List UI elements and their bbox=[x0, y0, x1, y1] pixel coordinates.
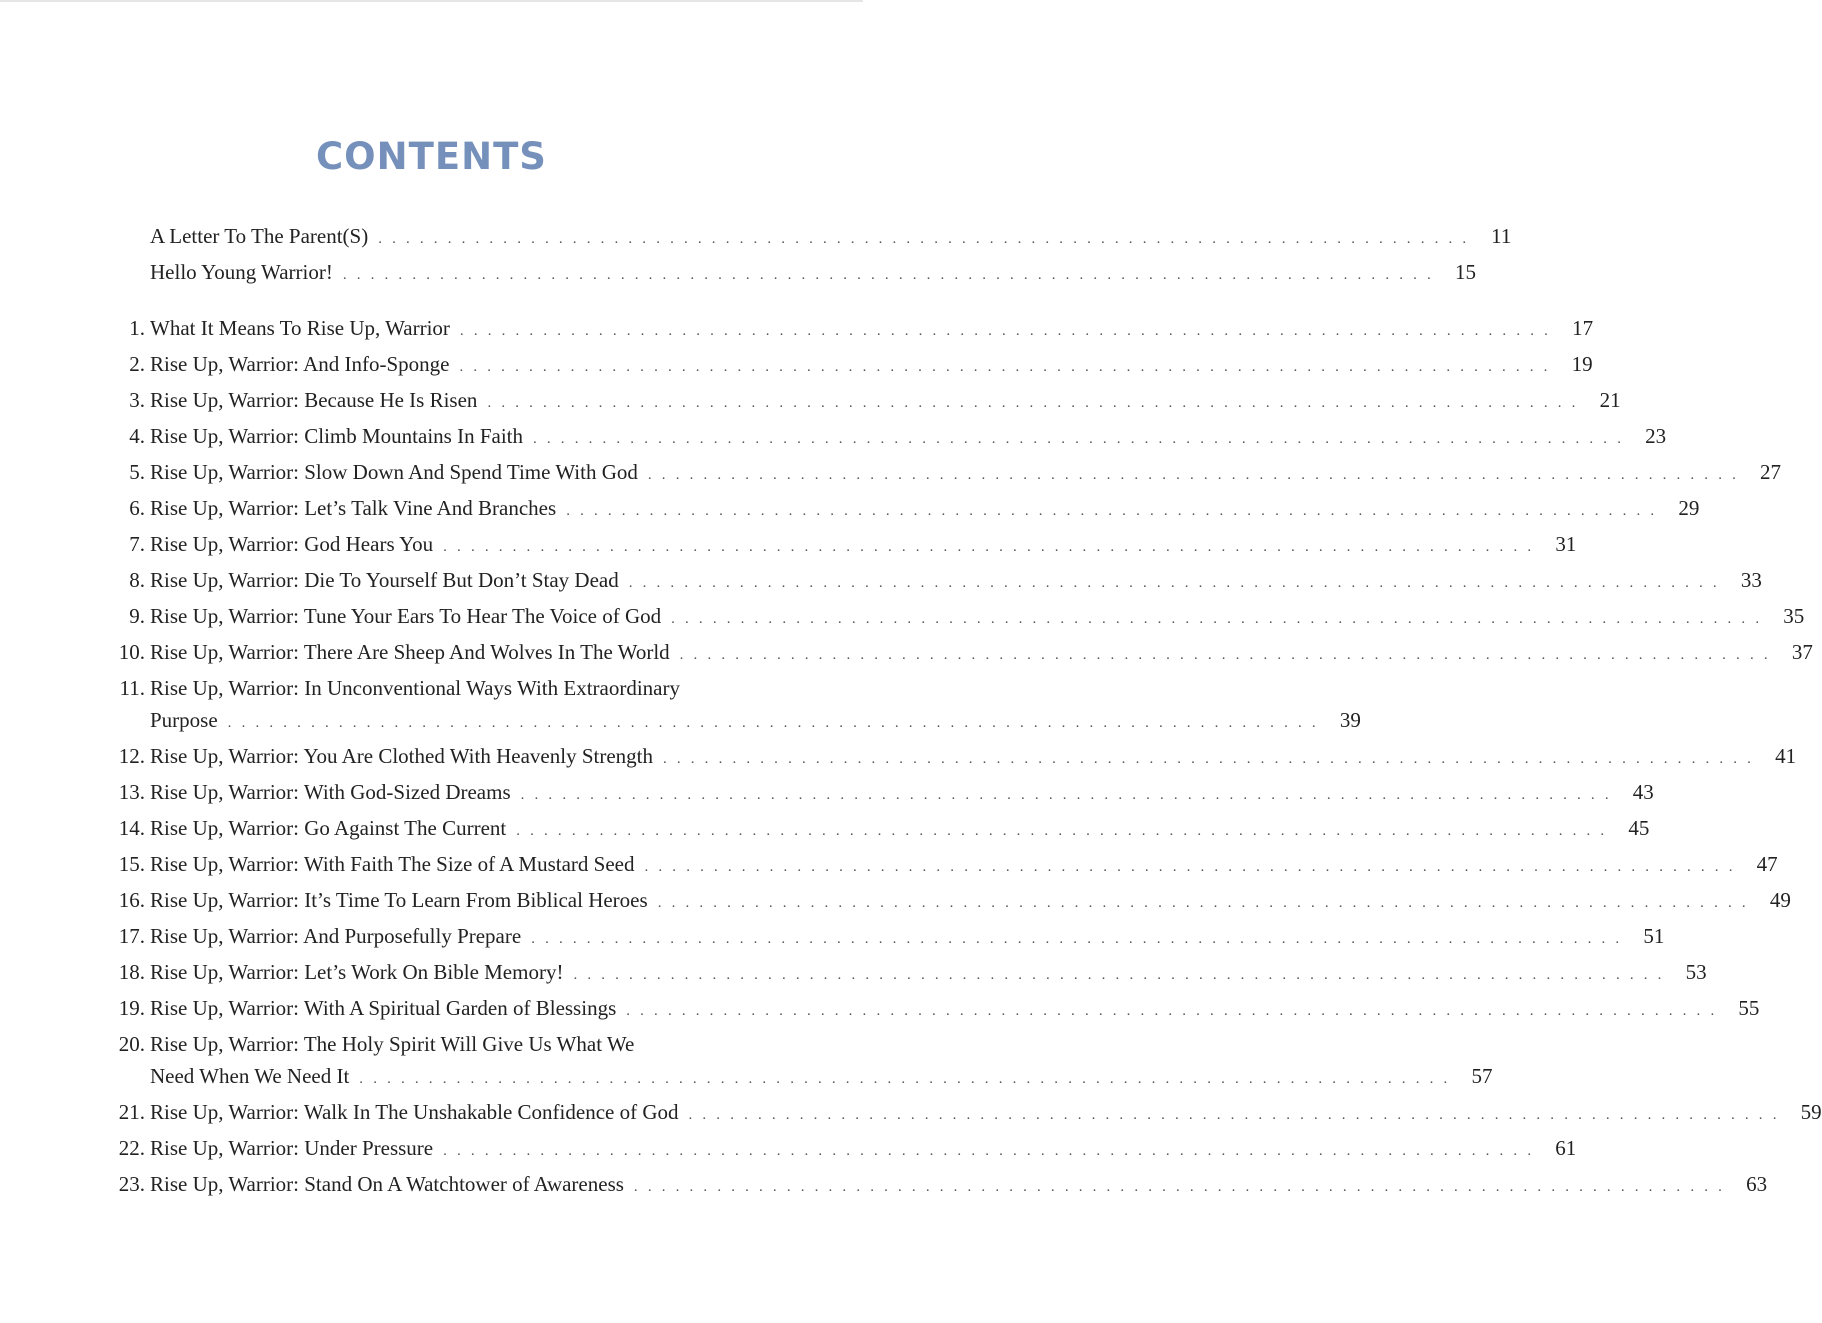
dot-leader: . . . . . . . . . . . . . . . . . . . . . . . . . . . . . . . . . . . . . . . . . . . . . . . . . . . . . . . . . . . . . . . . . . . . . . . . . . . . . . . bbox=[443, 539, 1535, 555]
toc-line bbox=[150, 220, 1512, 252]
page-number: 31 bbox=[1555, 532, 1577, 556]
chapter-title: Rise Up, Warrior: There Are Sheep And Wolves In The World bbox=[150, 640, 670, 664]
chapter-title: Rise Up, Warrior: The Holy Spirit Will Give Us What We bbox=[150, 1032, 635, 1056]
dot-leader: . . . . . . . . . . . . . . . . . . . . . . . . . . . . . . . . . . . . . . . . . . . . . . . . . . . . . . . . . . . . . . . . . . . . . . . . . . . . . . . bbox=[459, 323, 1552, 339]
chapter-number: 7. bbox=[129, 532, 145, 556]
toc-line bbox=[150, 704, 1361, 736]
chapter-title: Rise Up, Warrior: You Are Clothed With Heavenly Strength bbox=[150, 744, 653, 768]
dot-leader: . . . . . . . . . . . . . . . . . . . . . . . . . . . . . . . . . . . . . . . . . . . . . . . . . . . . . . . . . . . . . . . . . . . . . . . . . . . . . . . bbox=[626, 1003, 1718, 1019]
chapter-title: Rise Up, Warrior: With God-Sized Dreams bbox=[150, 780, 511, 804]
chapter-number: 12. bbox=[118, 744, 145, 768]
chapter-title-continued: Need When We Need It bbox=[150, 1064, 350, 1088]
toc-line bbox=[150, 348, 1593, 380]
chapter-number: 17. bbox=[118, 924, 145, 948]
page-number: 43 bbox=[1632, 780, 1654, 804]
page-number: 29 bbox=[1678, 496, 1700, 520]
dot-leader: . . . . . . . . . . . . . . . . . . . . . . . . . . . . . . . . . . . . . . . . . . . . . . . . . . . . . . . . . . . . . . . . . . . . . . . . . . . . . . . bbox=[533, 431, 1625, 447]
page-number: 17 bbox=[1572, 316, 1594, 340]
chapter-title: Rise Up, Warrior: Because He Is Risen bbox=[150, 388, 478, 412]
chapter-title: Rise Up, Warrior: Climb Mountains In Faith bbox=[150, 424, 523, 448]
page-number: 39 bbox=[1339, 708, 1361, 732]
dot-leader: . . . . . . . . . . . . . . . . . . . . . . . . . . . . . . . . . . . . . . . . . . . . . . . . . . . . . . . . . . . . . . . . . . . . . . . . . . . . . . . bbox=[671, 611, 1763, 627]
page-number: 59 bbox=[1800, 1100, 1822, 1124]
chapter-title: Rise Up, Warrior: Die To Yourself But Don’t Stay Dead bbox=[150, 568, 619, 592]
chapter-title: Rise Up, Warrior: Let’s Work On Bible Memory! bbox=[150, 960, 564, 984]
page-number: 33 bbox=[1740, 568, 1762, 592]
page-number: 45 bbox=[1628, 816, 1650, 840]
page-number: 19 bbox=[1571, 352, 1593, 376]
chapter-title: What It Means To Rise Up, Warrior bbox=[150, 316, 450, 340]
chapter-title: Rise Up, Warrior: In Unconventional Ways With Extraordinary bbox=[150, 676, 680, 700]
chapter-title: Rise Up, Warrior: It’s Time To Learn From Biblical Heroes bbox=[150, 888, 648, 912]
toc-line bbox=[150, 848, 1778, 880]
dot-leader: . . . . . . . . . . . . . . . . . . . . . . . . . . . . . . . . . . . . . . . . . . . . . . . . . . . . . . . . . . . . . . . . . . . . . . . . . . . . . . . bbox=[516, 823, 1608, 839]
page-number: 41 bbox=[1775, 744, 1797, 768]
page-number: 11 bbox=[1491, 224, 1512, 248]
chapter-number: 2. bbox=[129, 352, 145, 376]
chapter-number: 21. bbox=[118, 1100, 145, 1124]
dot-leader: . . . . . . . . . . . . . . . . . . . . . . . . . . . . . . . . . . . . . . . . . . . . . . . . . . . . . . . . . . . . . . . . . . . . . . . . . . . . . . . bbox=[688, 1107, 1780, 1123]
dot-leader: . . . . . . . . . . . . . . . . . . . . . . . . . . . . . . . . . . . . . . . . . . . . . . . . . . . . . . . . . . . . . . . . . . . . . . . . . . . . . . . bbox=[628, 575, 1720, 591]
chapter-title: Rise Up, Warrior: And Info-Sponge bbox=[150, 352, 450, 376]
toc-line bbox=[150, 312, 1594, 344]
toc-line bbox=[150, 956, 1707, 988]
page-number: 61 bbox=[1555, 1136, 1577, 1160]
toc-line bbox=[150, 528, 1577, 560]
chapter-title: Rise Up, Warrior: With A Spiritual Garden of Blessings bbox=[150, 996, 617, 1020]
page-number: 57 bbox=[1471, 1064, 1493, 1088]
page-number: 15 bbox=[1454, 260, 1476, 284]
dot-leader: . . . . . . . . . . . . . . . . . . . . . . . . . . . . . . . . . . . . . . . . . . . . . . . . . . . . . . . . . . . . . . . . . . . . . . . . . . . . . . . bbox=[566, 503, 1658, 519]
chapter-number: 22. bbox=[118, 1136, 145, 1160]
toc-line bbox=[150, 456, 1782, 488]
page-number: 47 bbox=[1756, 852, 1778, 876]
page-number: 37 bbox=[1791, 640, 1813, 664]
contents-heading: CONTENTS bbox=[316, 135, 547, 178]
page-number: 53 bbox=[1685, 960, 1707, 984]
chapter-number: 3. bbox=[129, 388, 145, 412]
chapter-title: Rise Up, Warrior: Tune Your Ears To Hear The Voice of God bbox=[150, 604, 662, 628]
page-number: 63 bbox=[1746, 1172, 1768, 1196]
toc-line bbox=[150, 992, 1760, 1024]
chapter-number: 16. bbox=[118, 888, 145, 912]
chapter-number: 23. bbox=[118, 1172, 145, 1196]
chapter-number: 11. bbox=[119, 676, 145, 700]
chapter-number: 10. bbox=[118, 640, 145, 664]
toc-line bbox=[150, 812, 1650, 844]
toc-line bbox=[150, 600, 1805, 632]
chapter-number: 20. bbox=[118, 1032, 145, 1056]
dot-leader: . . . . . . . . . . . . . . . . . . . . . . . . . . . . . . . . . . . . . . . . . . . . . . . . . . . . . . . . . . . . . . . . . . . . . . . . . . . . . . . bbox=[573, 967, 1665, 983]
toc-line bbox=[150, 384, 1621, 416]
toc-line bbox=[150, 1132, 1577, 1164]
chapter-number: 19. bbox=[118, 996, 145, 1020]
toc-line bbox=[150, 256, 1476, 288]
dot-leader: . . . . . . . . . . . . . . . . . . . . . . . . . . . . . . . . . . . . . . . . . . . . . . . . . . . . . . . . . . . . . . . . . . . . . . . . . . . . . . . bbox=[443, 1143, 1535, 1159]
page-number: 51 bbox=[1643, 924, 1665, 948]
top-border bbox=[0, 0, 863, 2]
chapter-number: 5. bbox=[129, 460, 145, 484]
page-number: 27 bbox=[1760, 460, 1782, 484]
dot-leader: . . . . . . . . . . . . . . . . . . . . . . . . . . . . . . . . . . . . . . . . . . . . . . . . . . . . . . . . . . . . . . . . . . . . . . . . . . . . . . . bbox=[487, 395, 1579, 411]
dot-leader: . . . . . . . . . . . . . . . . . . . . . . . . . . . . . . . . . . . . . . . . . . . . . . . . . . . . . . . . . . . . . . . . . . . . . . . . . . . . . . . bbox=[633, 1179, 1726, 1195]
chapter-number: 13. bbox=[118, 780, 145, 804]
chapter-number: 6. bbox=[129, 496, 145, 520]
chapter-title: Rise Up, Warrior: Let’s Talk Vine And Branches bbox=[150, 496, 557, 520]
dot-leader: . . . . . . . . . . . . . . . . . . . . . . . . . . . . . . . . . . . . . . . . . . . . . . . . . . . . . . . . . . . . . . . . . . . . . . . . . . . . . . . bbox=[531, 931, 1623, 947]
toc-line bbox=[150, 1096, 1822, 1128]
dot-leader: . . . . . . . . . . . . . . . . . . . . . . . . . . . . . . . . . . . . . . . . . . . . . . . . . . . . . . . . . . . . . . . . . . . . . . . . . . . . . . . bbox=[459, 359, 1551, 375]
toc-line bbox=[150, 420, 1667, 452]
chapter-title: Rise Up, Warrior: Go Against The Current bbox=[150, 816, 507, 840]
dot-leader: . . . . . . . . . . . . . . . . . . . . . . . . . . . . . . . . . . . . . . . . . . . . . . . . . . . . . . . . . . . . . . . . . . . . . . . . . . . . . . . bbox=[378, 231, 1470, 247]
dot-leader: . . . . . . . . . . . . . . . . . . . . . . . . . . . . . . . . . . . . . . . . . . . . . . . . . . . . . . . . . . . . . . . . . . . . . . . . . . . . . . . bbox=[644, 859, 1736, 875]
page-number: 23 bbox=[1645, 424, 1667, 448]
dot-leader: . . . . . . . . . . . . . . . . . . . . . . . . . . . . . . . . . . . . . . . . . . . . . . . . . . . . . . . . . . . . . . . . . . . . . . . . . . . . . . . bbox=[647, 467, 1740, 483]
page-number: 21 bbox=[1599, 388, 1621, 412]
toc-line bbox=[150, 1060, 1493, 1092]
chapter-title: Hello Young Warrior! bbox=[150, 260, 333, 284]
dot-leader: . . . . . . . . . . . . . . . . . . . . . . . . . . . . . . . . . . . . . . . . . . . . . . . . . . . . . . . . . . . . . . . . . . . . . . . . . . . . . . . bbox=[359, 1071, 1451, 1087]
chapter-title: Rise Up, Warrior: Stand On A Watchtower of Awareness bbox=[150, 1172, 624, 1196]
chapter-number: 8. bbox=[129, 568, 145, 592]
chapter-title-continued: Purpose bbox=[150, 708, 218, 732]
dot-leader: . . . . . . . . . . . . . . . . . . . . . . . . . . . . . . . . . . . . . . . . . . . . . . . . . . . . . . . . . . . . . . . . . . . . . . . . . . . . . . . bbox=[342, 267, 1434, 283]
dot-leader: . . . . . . . . . . . . . . . . . . . . . . . . . . . . . . . . . . . . . . . . . . . . . . . . . . . . . . . . . . . . . . . . . . . . . . . . . . . . . . . bbox=[679, 647, 1771, 663]
toc-line bbox=[150, 740, 1797, 772]
page-number: 55 bbox=[1738, 996, 1760, 1020]
chapter-title: Rise Up, Warrior: And Purposefully Prepare bbox=[150, 924, 522, 948]
dot-leader: . . . . . . . . . . . . . . . . . . . . . . . . . . . . . . . . . . . . . . . . . . . . . . . . . . . . . . . . . . . . . . . . . . . . . . . . . . . . . . . bbox=[662, 751, 1755, 767]
toc-line bbox=[150, 1028, 764, 1060]
chapter-number: 14. bbox=[118, 816, 145, 840]
toc-line bbox=[150, 492, 1700, 524]
chapter-title: Rise Up, Warrior: With Faith The Size of A Mustard Seed bbox=[150, 852, 635, 876]
page-number: 35 bbox=[1783, 604, 1805, 628]
chapter-title: Rise Up, Warrior: God Hears You bbox=[150, 532, 434, 556]
chapter-title: Rise Up, Warrior: Walk In The Unshakable Confidence of God bbox=[150, 1100, 679, 1124]
chapter-number: 15. bbox=[118, 852, 145, 876]
toc-line bbox=[150, 1168, 1768, 1200]
toc-line bbox=[150, 776, 1654, 808]
dot-leader: . . . . . . . . . . . . . . . . . . . . . . . . . . . . . . . . . . . . . . . . . . . . . . . . . . . . . . . . . . . . . . . . . . . . . . . . . . . . . . . bbox=[520, 787, 1612, 803]
chapter-number: 9. bbox=[129, 604, 145, 628]
toc-line bbox=[150, 672, 764, 704]
chapter-number: 4. bbox=[129, 424, 145, 448]
chapter-title: A Letter To The Parent(S) bbox=[150, 224, 369, 248]
toc-line bbox=[150, 564, 1762, 596]
toc-line bbox=[150, 920, 1665, 952]
chapter-title: Rise Up, Warrior: Slow Down And Spend Time With God bbox=[150, 460, 638, 484]
chapter-number: 1. bbox=[129, 316, 145, 340]
dot-leader: . . . . . . . . . . . . . . . . . . . . . . . . . . . . . . . . . . . . . . . . . . . . . . . . . . . . . . . . . . . . . . . . . . . . . . . . . . . . . . . bbox=[657, 895, 1749, 911]
chapter-number: 18. bbox=[118, 960, 145, 984]
dot-leader: . . . . . . . . . . . . . . . . . . . . . . . . . . . . . . . . . . . . . . . . . . . . . . . . . . . . . . . . . . . . . . . . . . . . . . . . . . . . . . . bbox=[227, 715, 1319, 731]
page-number: 49 bbox=[1769, 888, 1791, 912]
toc-line bbox=[150, 636, 1813, 668]
chapter-title: Rise Up, Warrior: Under Pressure bbox=[150, 1136, 434, 1160]
toc-line bbox=[150, 884, 1791, 916]
